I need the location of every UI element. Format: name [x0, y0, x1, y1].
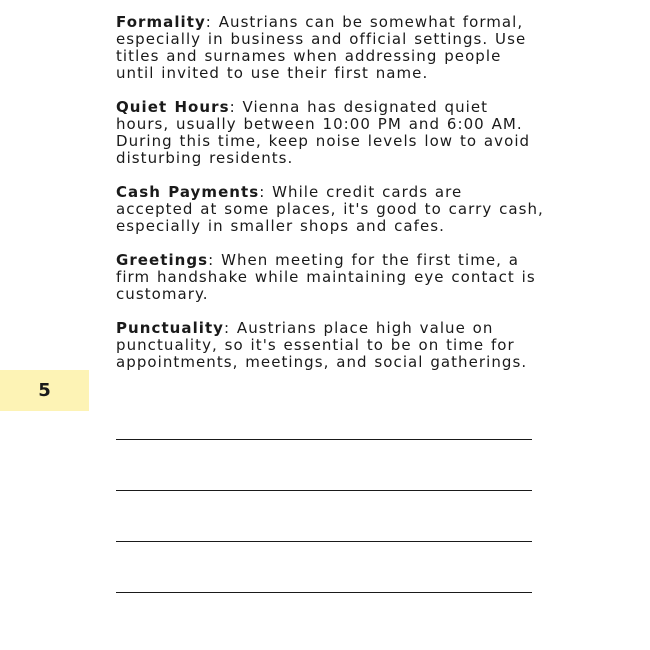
note-line	[116, 541, 532, 542]
note-line	[116, 439, 532, 440]
page-number: 5	[38, 380, 51, 401]
tip-term: Formality	[116, 13, 206, 31]
tip-term: Quiet Hours	[116, 98, 230, 116]
tip-text: : When meeting for the first time, a firm handshake while maintaining eye contact is customary.	[116, 251, 536, 303]
tip-cash-payments	[116, 184, 546, 235]
note-line	[116, 592, 532, 593]
page-number-tab	[0, 370, 89, 411]
tip-text: : While credit cards are accepted at some places, it's good to carry cash, especially in smaller shops and cafes.	[116, 183, 544, 235]
tip-text: : Vienna has designated quiet hours, usually between 10:00 PM and 6:00 AM. During this time, keep noise levels low to avoid disturbing residents.	[116, 98, 531, 167]
tip-greetings	[116, 252, 546, 303]
note-line	[116, 490, 532, 491]
tip-text: : Austrians can be somewhat formal, especially in business and official settings. Use titles and surnames when addressing people until invited to use their first name.	[116, 13, 527, 82]
etiquette-tips	[116, 14, 546, 388]
tip-term: Cash Payments	[116, 183, 260, 201]
tip-term: Punctuality	[116, 319, 224, 337]
tip-text: : Austrians place high value on punctuality, so it's essential to be on time for appointments, meetings, and social gatherings.	[116, 319, 528, 371]
tip-punctuality	[116, 320, 546, 371]
tip-term: Greetings	[116, 251, 209, 269]
tip-quiet-hours	[116, 99, 546, 167]
tip-formality	[116, 14, 546, 82]
